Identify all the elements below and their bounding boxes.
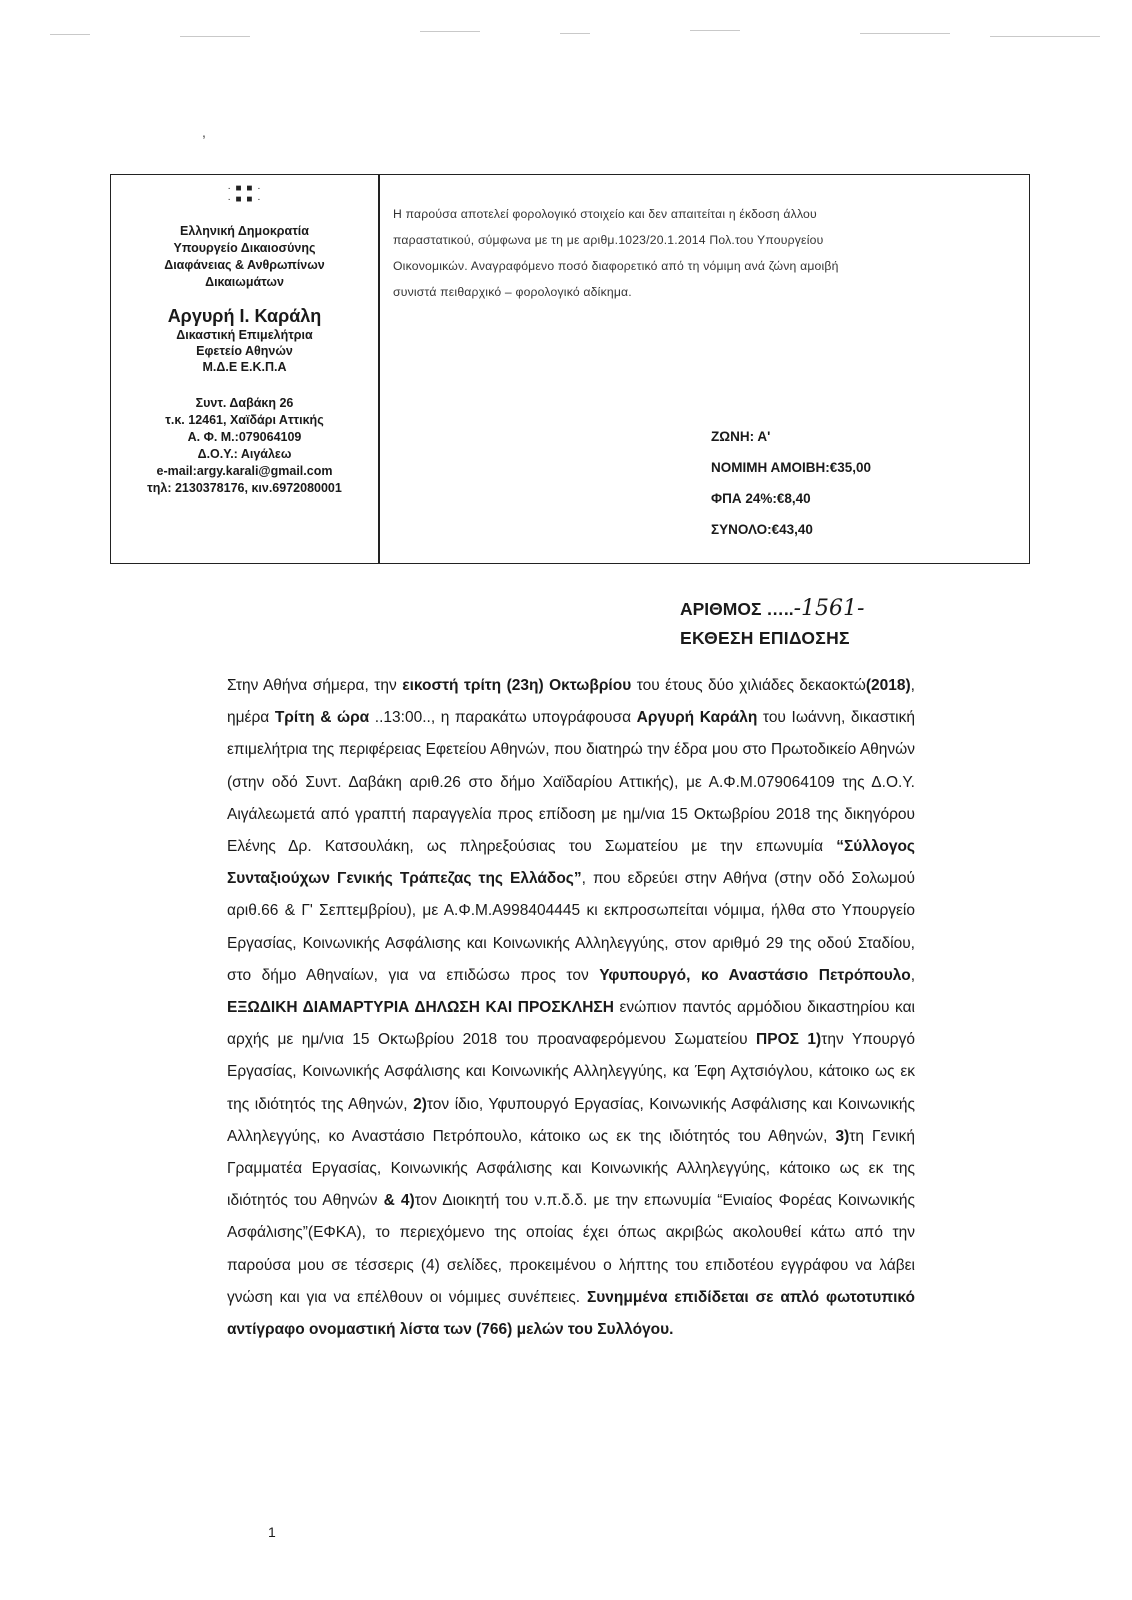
report-number — [680, 596, 864, 621]
bold-text-run: 2) — [413, 1095, 427, 1113]
text-run: την Υπουργό Εργασίας, Κοινωνικής Ασφάλισης και Κοινωνικής Αλληλεγγύης, κα Έφη Αχτσιόγλου, κάτοικο ως εκ της ιδιότητός της Αθηνών, — [227, 1031, 915, 1113]
bold-text-run: ΕΞΩΔΙΚΗ ΔΙΑΜΑΡΤΥΡΙΑ ΔΗΛΩΣΗ ΚΑΙ ΠΡΟΣΚΛΗΣΗ — [227, 999, 614, 1017]
bold-text-run: ΠΡΟΣ 1) — [756, 1031, 822, 1049]
text-run: , ημέρα — [227, 677, 915, 727]
bold-text-run: “Σύλλογος Συνταξιούχων Γενικής Τράπεζας της Ελλάδος” — [227, 838, 915, 888]
letterhead-box — [110, 174, 1030, 564]
report-number-dots: ….. — [766, 599, 794, 619]
handwritten-number: -1561- — [793, 596, 865, 621]
emblem-icon: · ■ ■ · · ■ ■ · — [227, 183, 262, 205]
fee-total: ΣΥΝΟΛΟ:€43,40 — [711, 522, 813, 537]
bold-text-run: Τρίτη & ώρα — [274, 709, 370, 727]
text-run: , — [910, 966, 915, 984]
bold-text-run: (2018) — [865, 677, 911, 694]
fee-legal: ΝΟΜΙΜΗ ΑΜΟΙΒΗ:€35,00 — [711, 460, 872, 475]
text-run: του έτους δύο χιλιάδες δεκαοκτώ — [631, 677, 866, 694]
officer-title: Μ.Δ.Ε Ε.Κ.Π.Α — [202, 360, 287, 374]
officer-title: Δικαστική Επιμελήτρια — [176, 328, 313, 342]
text-run: του Ιωάννη, δικαστική επιμελήτρια της περιφέρειας Εφετείου Αθηνών, που διατηρώ την έδρα μου στο Πρωτοδικείο Αθηνών (στην οδό Συντ. Δαβάκη αριθ.26 στο δήμο Χαϊδαρίου Αττικής), με Α.Φ.Μ.079064109 της Δ.Ο.Υ. Αιγάλεωμετά από γραπτή παραγγελία προς επίδοση με ημ/νια 15 Οκτωβρίου 2018 της δικηγόρου Ελένης Δρ. Κατσουλάκη, ως πληρεξούσιας του Σωματείου με την επωνυμία — [227, 709, 915, 856]
address-line: Δ.Ο.Υ.: Αιγάλεω — [197, 447, 292, 461]
text-run: τη Γενική Γραμματέα Εργασίας, Κοινωνικής Ασφάλισης και Κοινωνικής Αλληλεγγύης, κάτοικο ως εκ της ιδιότητός του Αθηνών — [227, 1127, 915, 1210]
text-run: Στην Αθήνα σήμερα, την — [227, 677, 403, 694]
bold-text-run: Συνημμένα επιδίδεται σε απλό φωτοτυπικό αντίγραφο ονομαστική λίστα των (766) μελών του Συλλόγου. — [227, 1288, 915, 1339]
address-line: Α. Φ. Μ.:079064109 — [187, 430, 302, 444]
page-number: 1 — [268, 1524, 276, 1540]
fee-zone: ΖΩΝΗ: Α' — [711, 429, 771, 444]
tax-notice — [393, 201, 1018, 305]
phone-line: τηλ: 2130378176, κιν.6972080001 — [147, 481, 342, 495]
officer-name: Αργυρή Ι. Καράλη — [167, 306, 322, 326]
service-report-body — [227, 670, 915, 1346]
bold-text-run: 3) — [835, 1127, 850, 1145]
stray-mark: , — [202, 124, 206, 140]
bold-text-run: Υφυπουργό, κο Αναστάσιο Πετρόπουλο — [599, 966, 911, 984]
notice-line: Η παρούσα αποτελεί φορολογικό στοιχείο και δεν απαιτείται η έκδοση άλλου — [393, 207, 817, 221]
officer-title: Εφετείο Αθηνών — [196, 344, 293, 358]
report-number-label: ΑΡΙΘΜΟΣ — [680, 599, 762, 619]
header-divider — [378, 175, 380, 563]
report-title: ΕΚΘΕΣΗ ΕΠΙΔΟΣΗΣ — [680, 628, 850, 648]
email-line: e-mail:argy.karali@gmail.com — [156, 464, 333, 478]
address-line: τ.κ. 12461, Χαϊδάρι Αττικής — [165, 413, 324, 427]
fee-block — [711, 421, 871, 545]
body-paragraph — [227, 670, 915, 1346]
notice-line: Οικονομικών. Αναγραφόμενο ποσό διαφορετικό από τη νόμιμη ανά ζώνη αμοιβή — [393, 259, 839, 273]
address-line: Συντ. Δαβάκη 26 — [195, 396, 294, 410]
ministry-line: Ελληνική Δημοκρατία — [180, 224, 309, 238]
notice-line: συνιστά πειθαρχικό – φορολογικό αδίκημα. — [393, 285, 632, 299]
scan-artifact-lines — [0, 0, 1132, 40]
text-run: τον Διοικητή του ν.π.δ.δ. με την επωνυμία “Ενιαίος Φορέας Κοινωνικής Ασφάλισης”(ΕΦΚΑ), το περιεχόμενο της οποίας έχει όπως ακριβώς ακολουθεί κάτω από την παρούσα μου σε τέσσερις (4) σελίδες, προκειμένου ο λήπτης του επιδοτέου εγγράφου να λάβει γνώση και για να επέλθουν οι νόμιμες συνέπειες. — [227, 1192, 915, 1306]
text-run: τον ίδιο, Υφυπουργό Εργασίας, Κοινωνικής Ασφάλισης και Κοινωνικής Αλληλεγγύης, κο Αναστάσιο Πετρόπουλο, κάτοικο ως εκ της ιδιότητός του Αθηνών, — [227, 1095, 915, 1145]
officer-info — [111, 175, 378, 497]
text-run: ενώπιον παντός αρμόδιου δικαστηρίου και αρχής με ημ/νια 15 Οκτωβρίου 2018 του προαναφερόμενου Σωματείου — [227, 999, 915, 1049]
text-run: , που εδρεύει στην Αθήνα (στην οδό Σολωμού αριθ.66 & Γ' Σεπτεμβρίου), με Α.Φ.Μ.Α998404445 κι εκπροσωπείται νόμιμα, ήλθα στο Υπουργείο Εργασίας, Κοινωνικής Ασφάλισης και Κοινωνικής Αλληλεγγύης, στον αριθμό 29 της οδού Σταδίου, στο δήμο Αθηναίων, για να επιδώσω προς τον — [227, 870, 915, 984]
notice-line: παραστατικού, σύμφωνα με τη με αριθμ.1023/20.1.2014 Πολ.του Υπουργείου — [393, 233, 824, 247]
fee-vat: ΦΠΑ 24%:€8,40 — [711, 491, 811, 506]
bold-text-run: εικοστή τρίτη (23η) Οκτωβρίου — [402, 677, 632, 694]
ministry-line: Διαφάνειας & Ανθρωπίνων — [164, 258, 325, 272]
text-run: ..13:00.., η παρακάτω υπογράφουσα — [369, 709, 637, 727]
bold-text-run: & 4) — [383, 1192, 415, 1210]
bold-text-run: Αργυρή Καράλη — [636, 709, 758, 727]
ministry-line: Δικαιωμάτων — [205, 275, 284, 289]
ministry-line: Υπουργείο Δικαιοσύνης — [173, 241, 316, 255]
officer-address — [111, 395, 378, 497]
